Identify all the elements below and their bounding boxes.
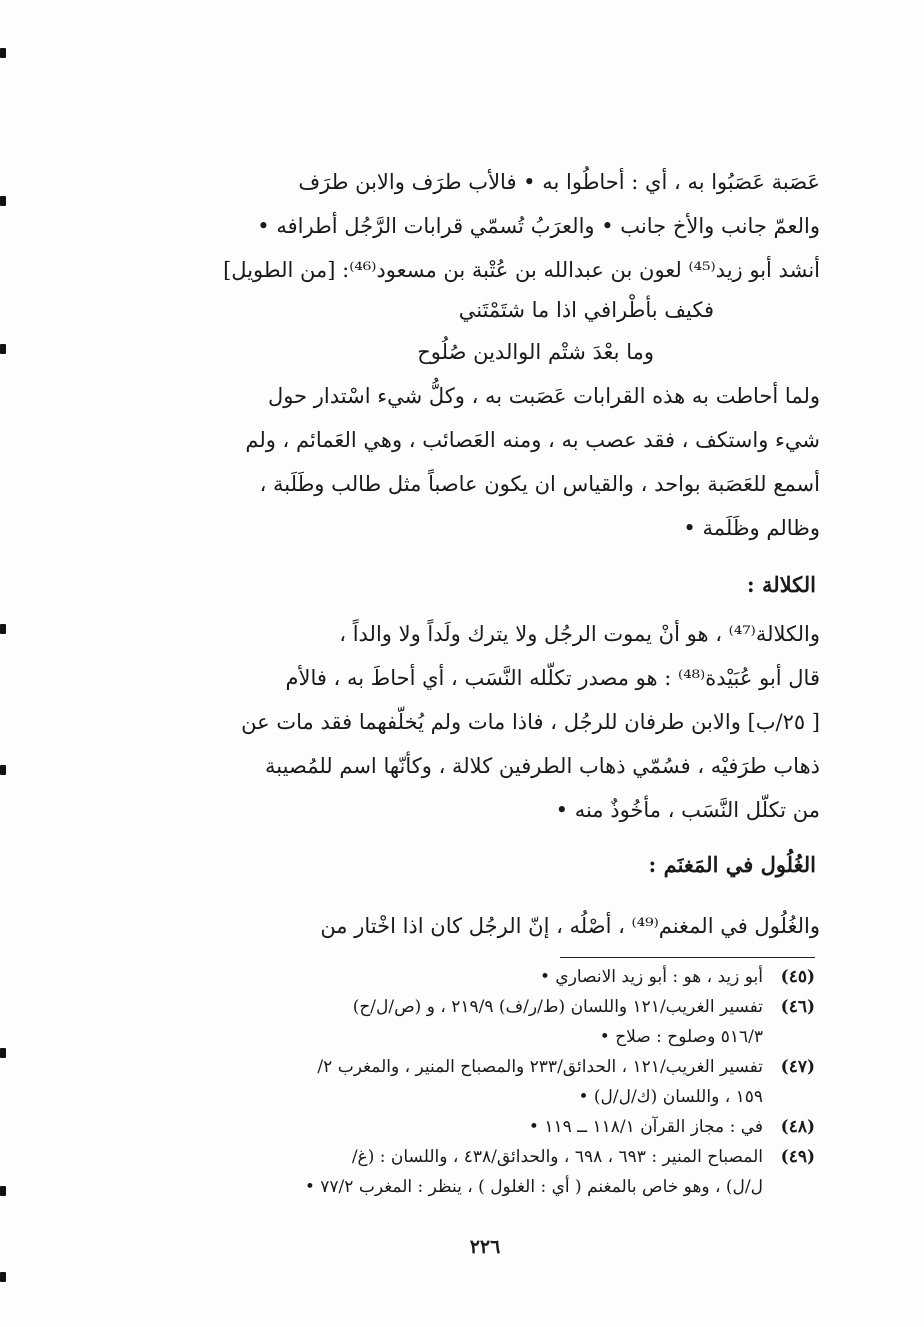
text-line: شيء واستكف ، فقد عصب به ، ومنه العَصائب ، وهي العَمائم ، ولم xyxy=(245,428,820,452)
footnotes xyxy=(160,962,815,1202)
footnote xyxy=(160,992,815,1052)
footnote-text xyxy=(160,1112,763,1142)
page-number: ٢٢٦ xyxy=(469,1236,501,1258)
footnote-rule xyxy=(560,957,815,958)
binding-mark xyxy=(0,624,6,634)
footnote-number: (٤٥) xyxy=(780,967,815,987)
text-line: وظالم وظَلَمة • xyxy=(683,516,820,540)
footnote-line: ل/ل) ، وهو خاص بالمغنم ( أي : الغلول ) ، ينظر : المغرب ٧٧/٢ • xyxy=(304,1177,763,1197)
binding-mark xyxy=(0,1272,6,1282)
text-line: ذهاب طرَفيْه ، فسُمّي ذهاب الطرفين كلالة ، وكأنّها اسم للمُصيبة xyxy=(265,754,820,778)
text-line: والعمّ جانب والأخ جانب • والعرَبُ تُسمّي قرابات الرَّجُل أطرافه • xyxy=(257,214,820,238)
paragraph-asaba xyxy=(160,160,820,292)
section-heading-ghulul: الغُلُول في المَغنَم : xyxy=(648,852,816,877)
text-line: عَصَبة عَصَبُوا به ، أي : أحاطُوا به • فالأب طرَف والابن طرَف xyxy=(298,170,820,194)
verse-line-2: وما بعْدَ شتْم الوالدين صُلُوح xyxy=(417,340,654,364)
footnote-number: (٤٦) xyxy=(780,997,815,1017)
footnote xyxy=(160,1112,815,1142)
footnote-line: أبو زيد ، هو : أبو زيد الانصاري • xyxy=(539,967,763,987)
binding-mark xyxy=(0,196,6,206)
footnote-text xyxy=(160,1142,763,1202)
footnote-line: ١٥٩ ، واللسان (ك/ل/ل) • xyxy=(578,1087,763,1107)
footnote-line: تفسير الغريب/١٢١ واللسان (ط/ر/ف) ٢١٩/٩ ، و (ص/ل/ح) xyxy=(352,997,763,1017)
binding-mark xyxy=(0,1048,6,1058)
footnote-number: (٤٩) xyxy=(780,1147,815,1167)
text-line: أنشد أبو زيد⁽⁴⁵⁾ لعون بن عبدالله بن عُتْبة بن مسعود⁽⁴⁶⁾: [من الطويل] xyxy=(223,258,820,282)
text-line: قال أبو عُبَيْدة⁽⁴⁸⁾ : هو مصدر تكلّله النَّسَب ، أي أحاطَ به ، فالأم xyxy=(285,666,820,690)
footnote-text xyxy=(160,1052,763,1112)
binding-mark xyxy=(0,344,6,354)
text-line: والكلالة⁽⁴⁷⁾ ، هو أنْ يموت الرجُل ولا يترك ولَداً ولا والداً ، xyxy=(339,622,820,646)
footnote-text xyxy=(160,992,763,1052)
binding-mark xyxy=(0,765,6,775)
footnote-number: (٤٨) xyxy=(780,1117,815,1137)
footnote xyxy=(160,1142,815,1202)
footnote xyxy=(160,1052,815,1112)
verse-line-1: فكيف بأطْرافي اذا ما شتَمْتَني xyxy=(458,298,714,322)
footnote-text xyxy=(160,962,763,992)
section-heading-kalala: الكلالة : xyxy=(746,572,816,597)
paragraph-ghulul xyxy=(160,904,820,948)
text-line: ولما أحاطت به هذه القرابات عَصَبت به ، وكلُّ شيء اسْتدار حول xyxy=(268,384,820,408)
paragraph-kalala xyxy=(160,612,820,832)
footnote-line: المصباح المنير : ٦٩٣ ، ٦٩٨ ، والحدائق/٤٣٨ ، واللسان : (غ/ xyxy=(351,1147,763,1167)
footnote-line: في : مجاز القرآن ١١٨/١ ــ ١١٩ • xyxy=(528,1117,763,1137)
text-line: من تكلّل النَّسَب ، مأخُوذٌ منه • xyxy=(555,798,820,822)
binding-mark xyxy=(0,48,6,58)
text-line: [ ٢٥/ب] والابن طرفان للرجُل ، فاذا مات ولم يُخلّفهما فقد مات عن xyxy=(241,710,820,734)
footnote xyxy=(160,962,815,992)
footnote-line: ٥١٦/٣ وصلوح : صلاح • xyxy=(599,1027,763,1047)
footnote-number: (٤٧) xyxy=(780,1057,815,1077)
footnote-line: تفسير الغريب/١٢١ ، الحدائق/٢٣٣ والمصباح المنير ، والمغرب ٢/ xyxy=(317,1057,763,1077)
paragraph-asaba-continued xyxy=(160,374,820,550)
binding-mark xyxy=(0,1186,6,1196)
text-line: أسمع للعَصَبة بواحد ، والقياس ان يكون عاصباً مثل طالب وطَلَبة ، xyxy=(259,472,820,496)
text-line: والغُلُول في المغنم⁽⁴⁹⁾ ، أصْلُه ، إنّ الرجُل كان اذا اخْتار من xyxy=(320,914,820,938)
